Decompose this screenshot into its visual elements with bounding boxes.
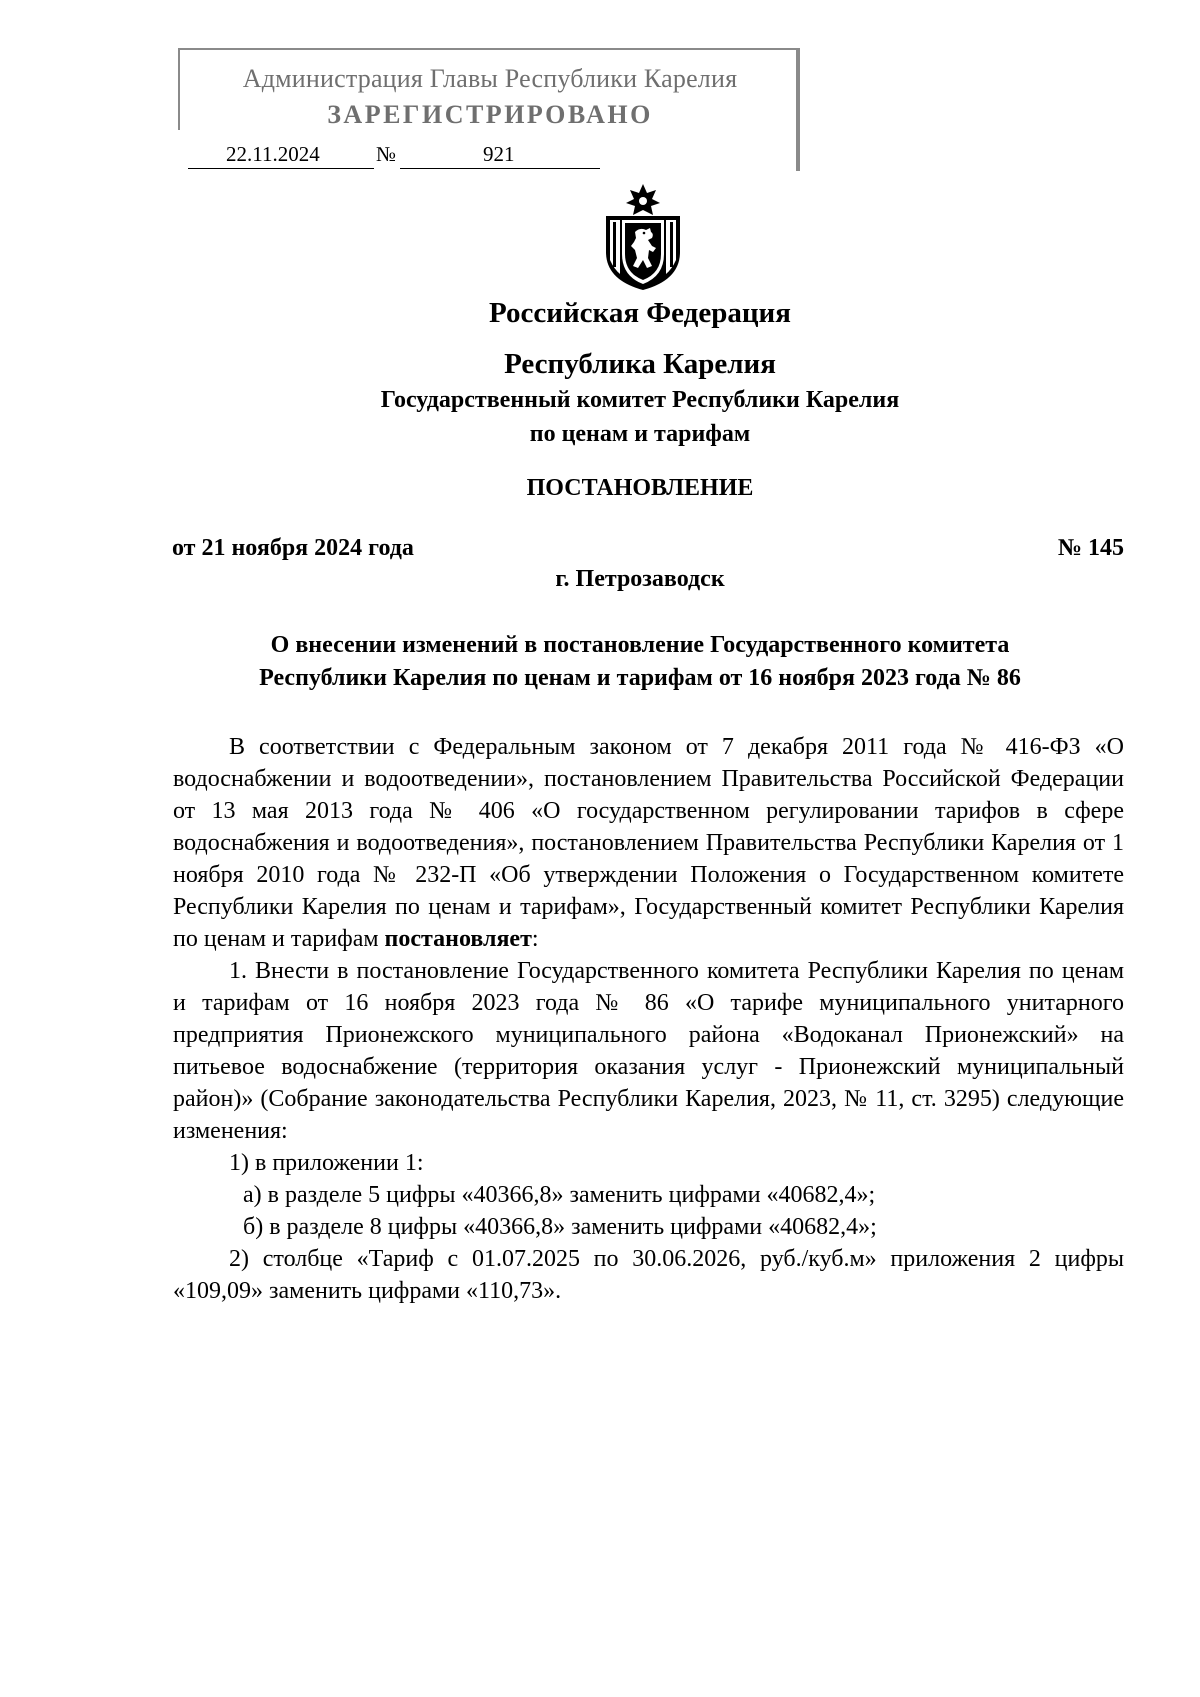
preamble-paragraph	[173, 731, 1124, 955]
item-1-1-b-paragraph: б) в разделе 8 цифры «40366,8» заменить цифрами «40682,4»;	[243, 1214, 877, 1240]
preamble-end: :	[531, 926, 539, 952]
stamp-date: 22.11.2024	[226, 142, 320, 166]
item-1-2-paragraph: 2) столбце «Тариф с 01.07.2025 по 30.06.2026, руб./куб.м» приложения 2 цифры «109,09» заменить цифрами «110,73».	[173, 1246, 1124, 1304]
subject-line2: Республики Карелия по ценам и тарифам от 16 ноября 2023 года № 86	[259, 665, 1021, 691]
item-1-1-a-paragraph: а) в разделе 5 цифры «40366,8» заменить цифрами «40682,4»;	[243, 1182, 876, 1208]
karelia-coat-of-arms-icon	[598, 182, 688, 292]
stamp-number-sign: №	[376, 142, 397, 166]
document-date: от 21 ноября 2024 года	[172, 535, 414, 561]
document-type: ПОСТАНОВЛЕНИЕ	[526, 475, 754, 501]
committee-heading-line1: Государственный комитет Республики Карелия	[380, 387, 900, 413]
document-body	[173, 731, 1124, 1307]
stamp-number-underline	[400, 168, 600, 169]
registration-stamp	[178, 48, 800, 173]
document-city: г. Петрозаводск	[555, 566, 725, 592]
document-number: № 145	[1057, 535, 1124, 561]
stamp-number: 921	[483, 142, 515, 166]
preamble-operative-word: постановляет	[384, 926, 532, 952]
item-1-1-paragraph: 1) в приложении 1:	[229, 1150, 424, 1176]
preamble-text: В соответствии с Федеральным законом от 7 декабря 2011 года № 416-ФЗ «О водоснабжении и водоотведении», постановлением Правительства Российской Федерации от 13 мая 2013 года № 406 «О государственном регулировании тарифов в сфере водоснабжения и водоотведения», постановлением Правительства Республики Карелия от 1 ноября 2010 года № 232-П «Об утверждении Положения о Государственном комитете Республики Карелия по ценам и тарифам», Государственный комитет Республики Карелия по ценам и тарифам	[173, 734, 1124, 952]
country-heading: Российская Федерация	[489, 297, 791, 329]
stamp-organization: Администрация Главы Республики Карелия	[242, 64, 738, 93]
stamp-frame-left	[178, 48, 180, 130]
republic-heading: Республика Карелия	[504, 348, 776, 380]
stamp-status: ЗАРЕГИСТРИРОВАНО	[327, 100, 653, 129]
stamp-date-underline	[188, 168, 374, 169]
committee-heading-line2: по ценам и тарифам	[529, 421, 751, 447]
item-1-paragraph: 1. Внести в постановление Государственного комитета Республики Карелия по ценам и тарифам от 16 ноября 2023 года № 86 «О тарифе муниципального унитарного предприятия Прионежского муниципального района «Водоканал Прионежский» на питьевое водоснабжение (территория оказания услуг - Прионежский муниципальный район)» (Собрание законодательства Республики Карелия, 2023, № 11, ст. 3295) следующие изменения:	[173, 958, 1124, 1144]
subject-line1: О внесении изменений в постановление Государственного комитета	[270, 632, 1010, 658]
